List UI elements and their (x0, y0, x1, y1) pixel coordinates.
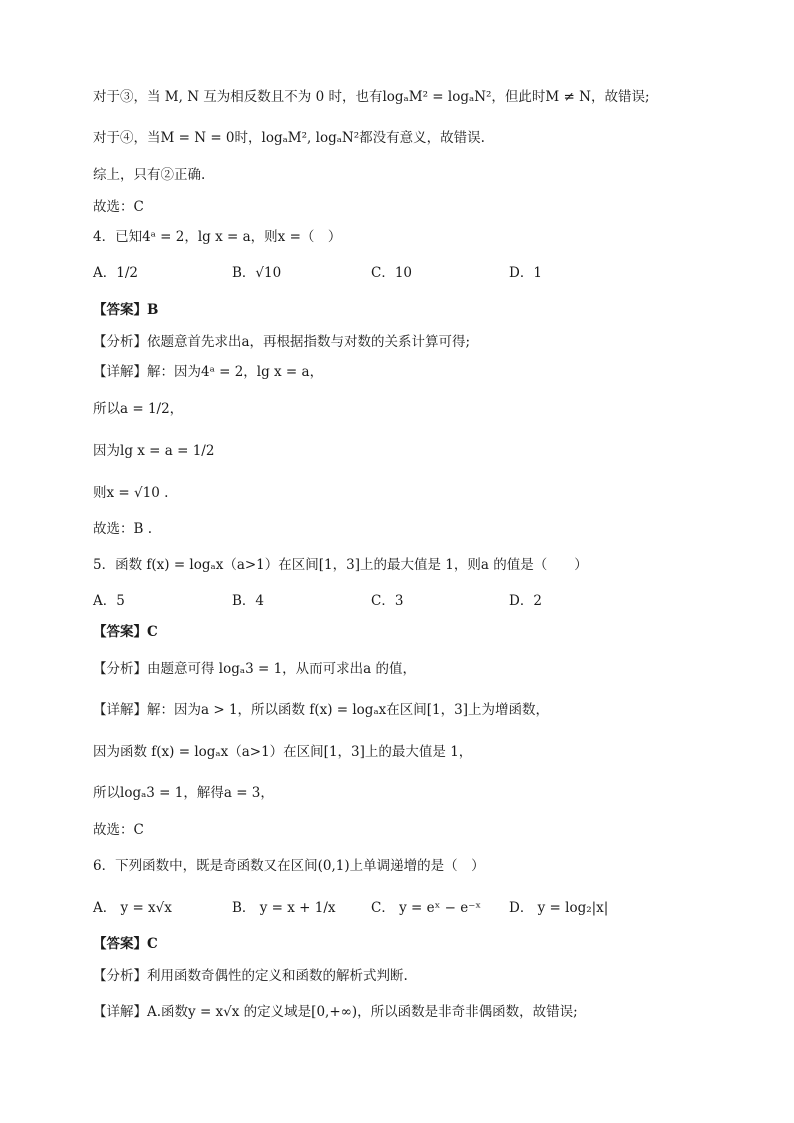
answer-label: 【答案】B (93, 302, 159, 318)
q5-option-d: D．2 (509, 593, 542, 609)
text-line: 因为lg x = a = 1/2 (93, 443, 215, 459)
text-line: 所以a = 1/2， (93, 401, 184, 417)
question-4-stem: 4．已知4ᵃ = 2，lg x = a，则x =（ ） (93, 229, 342, 245)
text-line: 综上，只有②正确. (93, 167, 206, 183)
q4-option-c: C．10 (371, 265, 413, 281)
q6-option-b: B． y = x + 1/x (232, 900, 336, 916)
detail-text: 【详解】A.函数y = x√x 的定义域是[0,+∞)，所以函数是非奇非偶函数，故错误; (93, 1004, 578, 1020)
text-line: 则x = √10 . (93, 485, 169, 501)
analysis-text: 【分析】依题意首先求出a，再根据指数与对数的关系计算可得; (93, 334, 471, 350)
question-5-stem: 5．函数 f(x) = logₐx（a>1）在区间[1，3]上的最大值是 1，则a 的值是（ ） (93, 557, 588, 573)
q6-option-d: D． y = log₂|x| (509, 900, 609, 916)
text-line: 故选：C (93, 199, 144, 215)
q6-option-c: C． y = eˣ − e⁻ˣ (371, 900, 482, 916)
q5-option-b: B．4 (232, 593, 265, 609)
answer-label: 【答案】C (93, 936, 158, 952)
analysis-text: 【分析】利用函数奇偶性的定义和函数的解析式判断. (93, 968, 408, 984)
text-line: 对于③，当 M, N 互为相反数且不为 0 时，也有logₐM² = logₐN²，但此时M ≠ N，故错误; (93, 89, 650, 105)
detail-text: 【详解】解：因为a > 1，所以函数 f(x) = logₐx在区间[1，3]上为增函数， (93, 702, 549, 718)
question-6-stem: 6．下列函数中，既是奇函数又在区间(0,1)上单调递增的是（ ） (93, 858, 485, 874)
q5-option-c: C．3 (371, 593, 404, 609)
text-line: 对于④，当M = N = 0时，logₐM², logₐN²都没有意义，故错误. (93, 130, 485, 146)
text-line: 因为函数 f(x) = logₐx（a>1）在区间[1，3]上的最大值是 1， (93, 744, 473, 760)
text-line: 所以logₐ3 = 1，解得a = 3， (93, 785, 274, 801)
analysis-text: 【分析】由题意可得 logₐ3 = 1，从而可求出a 的值， (93, 661, 416, 677)
q4-option-d: D．1 (509, 265, 542, 281)
text-line: 故选：B . (93, 521, 153, 537)
q4-option-b: B．√10 (232, 265, 282, 281)
q6-option-a: A． y = x√x (93, 900, 172, 916)
text-line: 故选：C (93, 822, 144, 838)
q5-option-a: A．5 (93, 593, 125, 609)
q4-option-a: A．1/2 (93, 265, 138, 281)
answer-label: 【答案】C (93, 624, 158, 640)
detail-text: 【详解】解：因为4ᵃ = 2，lg x = a， (93, 364, 324, 380)
